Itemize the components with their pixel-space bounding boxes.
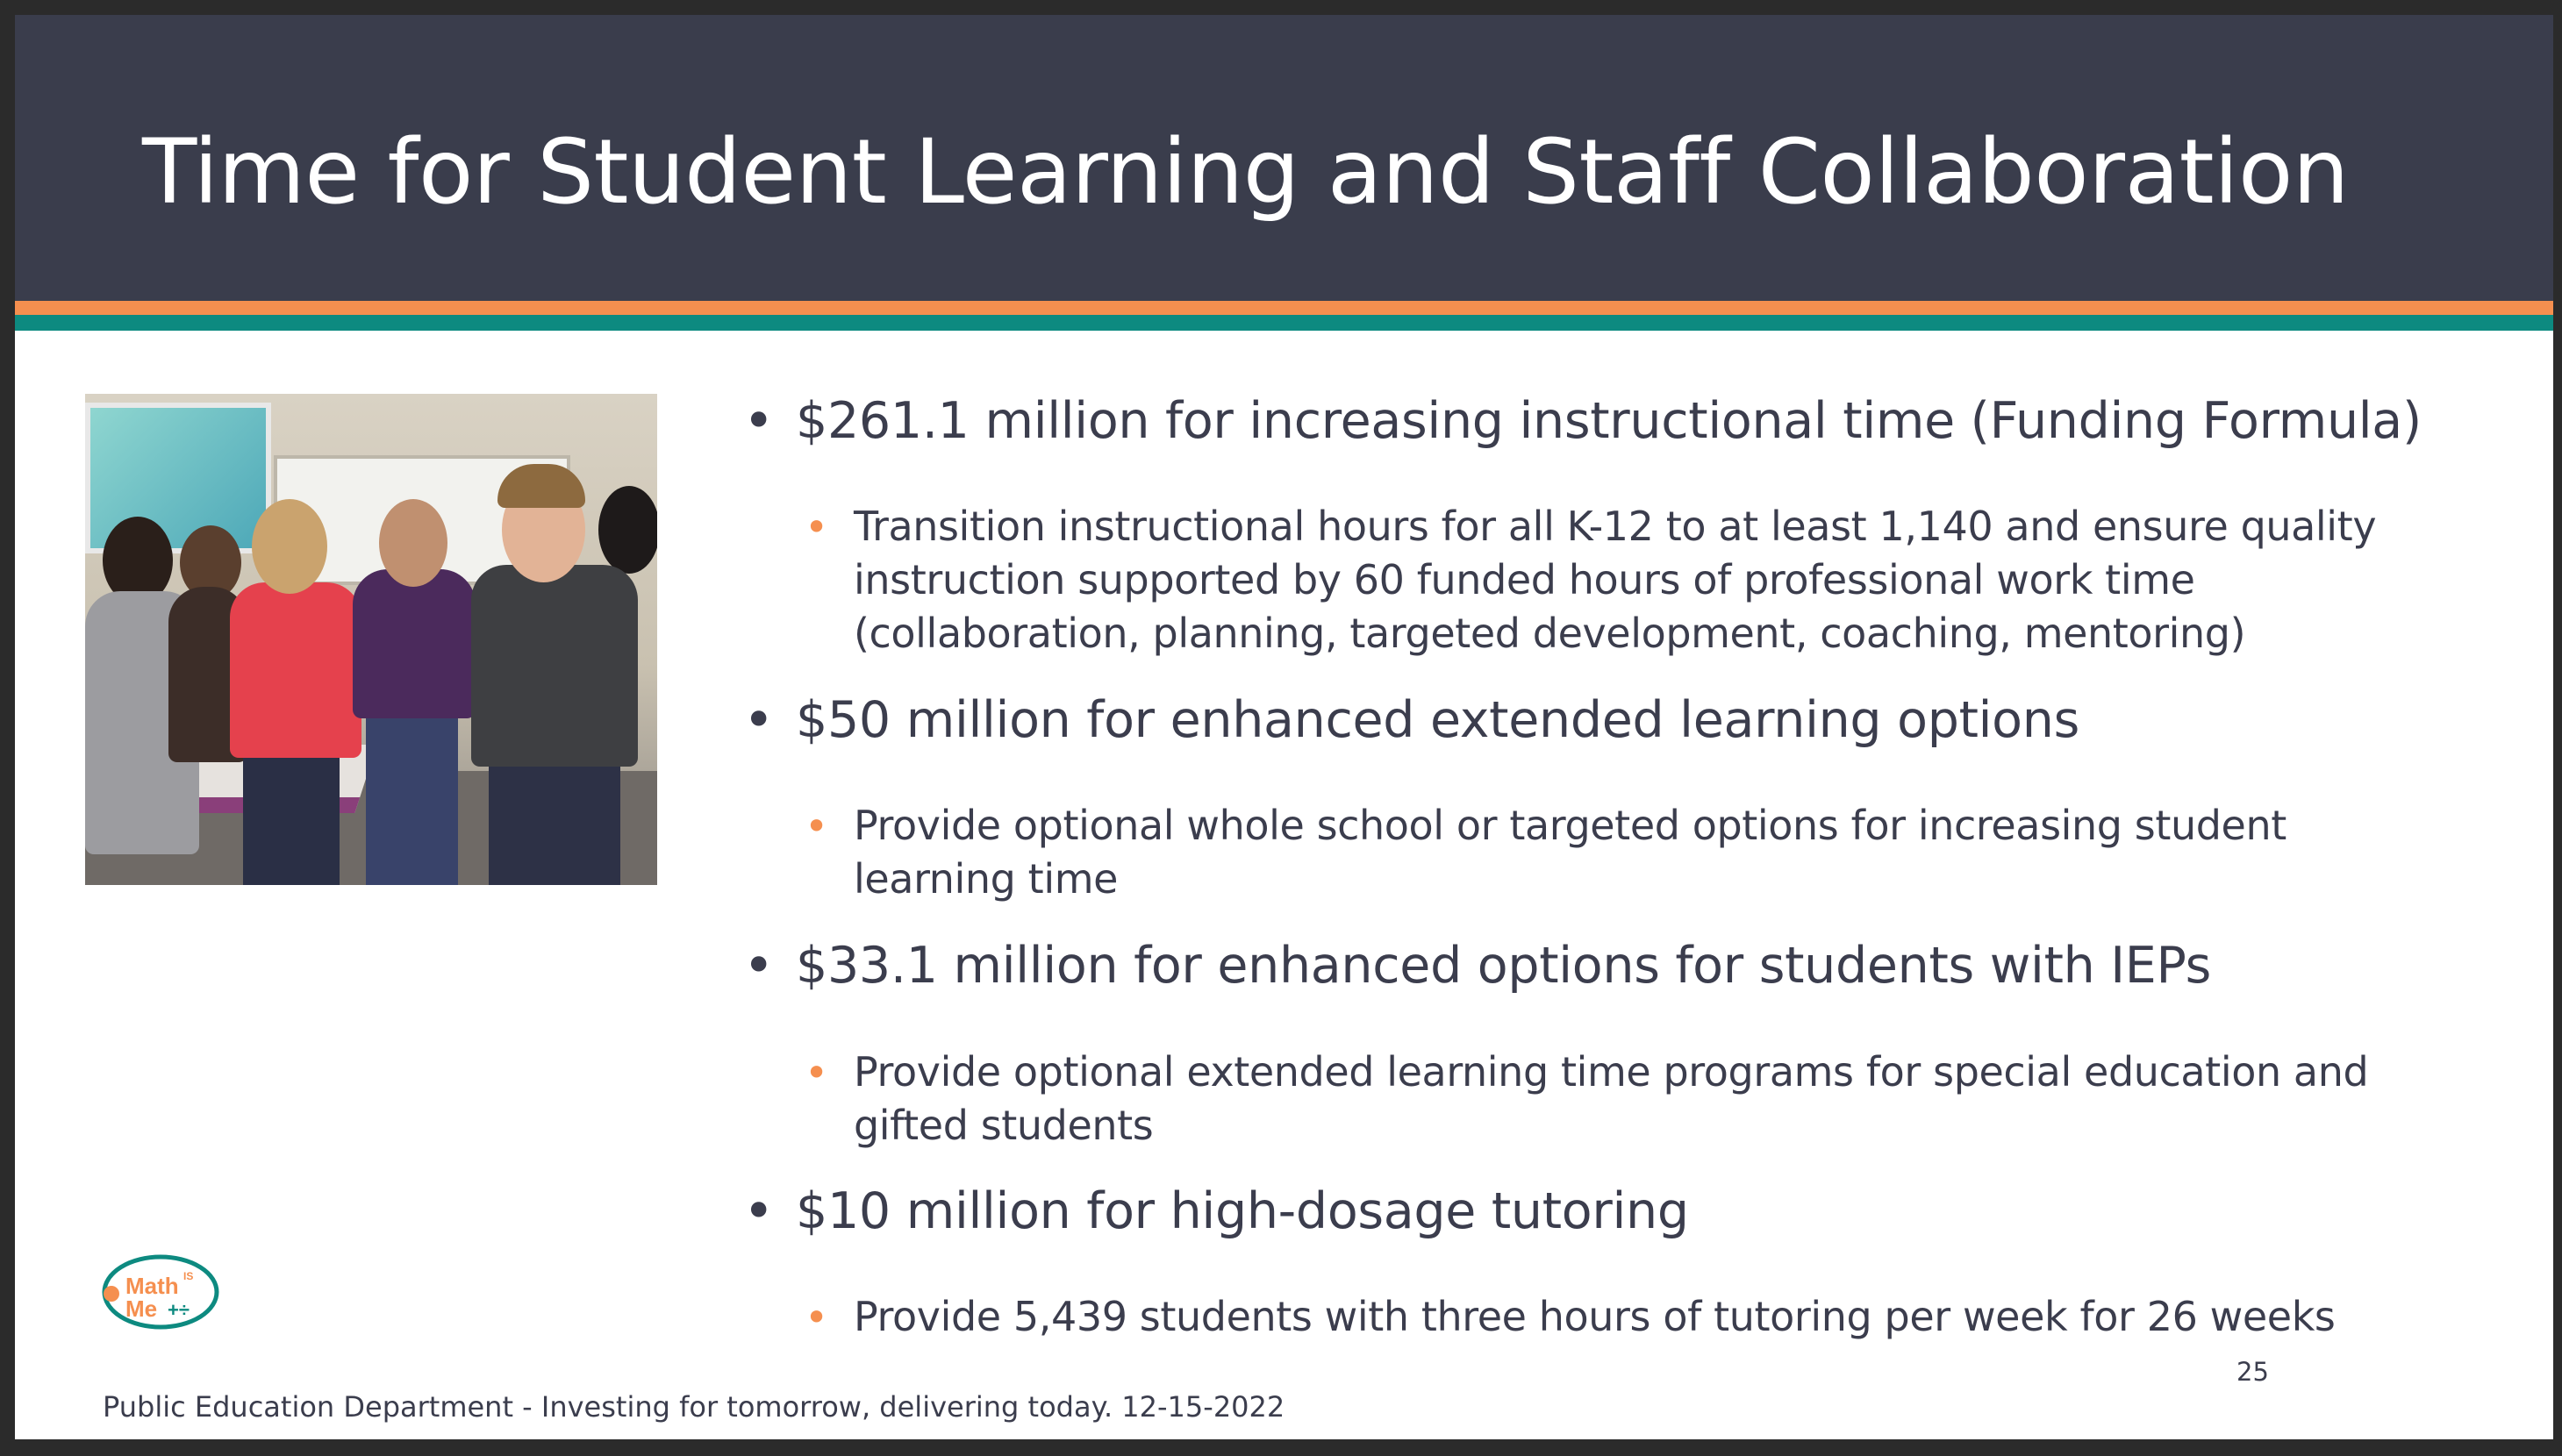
svg-text:+÷: +÷ <box>168 1299 190 1321</box>
sub-bullet-text: Transition instructional hours for all K-12 to at least 1,140 and ensure quality instruction supported by 60 funded hours of professional work time (collaboration, planning, targeted development, coaching, mentoring) <box>854 503 2377 657</box>
sub-bullet-dot: • <box>805 803 829 850</box>
sub-bullet-text: Provide 5,439 students with three hours of tutoring per week for 26 weeks <box>854 1293 2336 1340</box>
sub-bullet-dot: • <box>805 1294 829 1341</box>
bullet-text: $261.1 million for increasing instructional time (Funding Formula) <box>796 392 2422 450</box>
page-number: 25 <box>2236 1357 2269 1387</box>
sub-bullet-text: Provide optional whole school or targeted options for increasing student learning time <box>854 802 2286 903</box>
bullet-dot: • <box>743 1181 775 1242</box>
math-is-me-logo <box>92 1250 224 1338</box>
svg-text:Math: Math <box>125 1273 179 1299</box>
slide-title: Time for Student Learning and Staff Collaboration <box>142 120 2349 225</box>
bullet-text: $10 million for high-dosage tutoring <box>796 1182 1689 1240</box>
sub-bullet-dot: • <box>805 1049 829 1096</box>
slide <box>15 15 2553 1439</box>
bullet-dot: • <box>743 390 775 452</box>
footer-text: Public Education Department - Investing for tomorrow, delivering today. 12-15-2022 <box>103 1390 1285 1424</box>
svg-text:IS: IS <box>183 1270 194 1282</box>
bullet-list <box>15 15 2553 1439</box>
bullet-dot: • <box>743 689 775 751</box>
bullet-text: $33.1 million for enhanced options for students with IEPs <box>796 937 2211 995</box>
bullet-text: $50 million for enhanced extended learning options <box>796 691 2079 749</box>
bullet-dot: • <box>743 935 775 996</box>
sub-bullet-dot: • <box>805 503 829 551</box>
svg-text:Me: Me <box>125 1295 158 1322</box>
sub-bullet-text: Provide optional extended learning time programs for special education and gifted students <box>854 1048 2369 1149</box>
